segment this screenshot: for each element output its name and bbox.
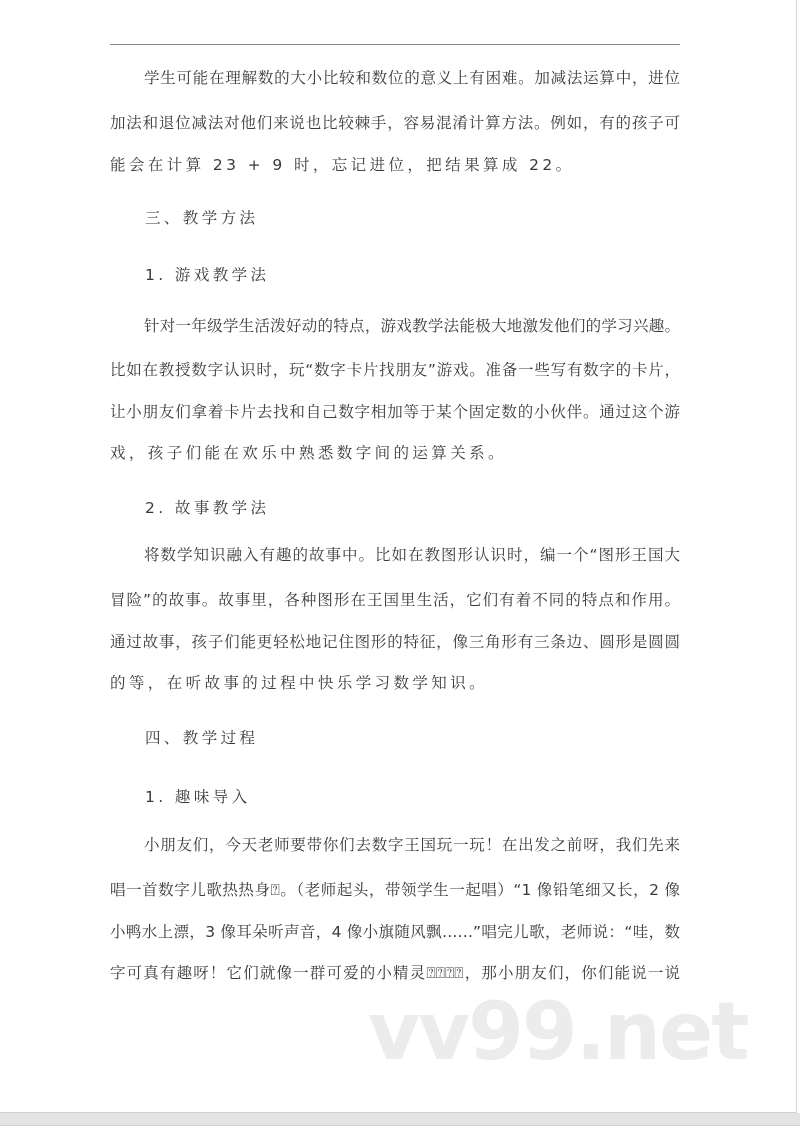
section-heading: 三、教学方法 xyxy=(145,209,259,227)
paragraph-line: 唱一首数字儿歌热热身⍰。（老师起头，带领学生一起唱）“1 像铅笔细又长，2 像 xyxy=(110,881,680,899)
paragraph-line: 将数学知识融入有趣的故事中。比如在教图形认识时，编一个“图形王国大 xyxy=(144,546,680,564)
page-gap xyxy=(0,1113,800,1126)
subsection-heading: 1. 游戏教学法 xyxy=(145,266,270,284)
paragraph-line: 小鸭水上漂，3 像耳朵听声音，4 像小旗随风飘……”唱完儿歌，老师说：“哇，数 xyxy=(110,923,680,941)
paragraph-line: 冒险”的故事。故事里，各种图形在王国里生活，它们有着不同的特点和作用。 xyxy=(110,591,680,609)
paragraph-line: 比如在教授数字认识时，玩“数字卡片找朋友”游戏。准备一些写有数字的卡片， xyxy=(110,361,680,379)
paragraph-line: 学生可能在理解数的大小比较和数位的意义上有困难。加减法运算中，进位 xyxy=(144,69,680,87)
subsection-heading: 2. 故事教学法 xyxy=(145,499,270,517)
paragraph-line: 小朋友们，今天老师要带你们去数字王国玩一玩！在出发之前呀，我们先来 xyxy=(144,836,680,854)
paragraph-line: 能会在计算 23 + 9 时，忘记进位，把结果算成 22。 xyxy=(110,156,575,174)
section-heading: 四、教学过程 xyxy=(145,729,259,747)
paragraph-line: 戏，孩子们能在欢乐中熟悉数字间的运算关系。 xyxy=(110,444,507,462)
paragraph-line: 让小朋友们拿着卡片去找和自己数字相加等于某个固定数的小伙伴。通过这个游 xyxy=(110,403,680,421)
paragraph-line: 针对一年级学生活泼好动的特点，游戏教学法能极大地激发他们的学习兴趣。 xyxy=(144,317,680,335)
subsection-heading: 1. 趣味导入 xyxy=(145,788,251,806)
paragraph-line: 通过故事，孩子们能更轻松地记住图形的特征，像三角形有三条边、圆形是圆圆 xyxy=(110,633,680,651)
paragraph-line: 字可真有趣呀！它们就像一群可爱的小精灵⍰⍰⍰⍰，那小朋友们，你们能说一说 xyxy=(110,964,680,982)
header-rule xyxy=(110,44,680,45)
watermark: vv99.net xyxy=(368,985,748,1078)
paragraph-line: 加法和退位减法对他们来说也比较棘手，容易混淆计算方法。例如，有的孩子可 xyxy=(110,114,680,132)
paragraph-line: 的等，在听故事的过程中快乐学习数学知识。 xyxy=(110,674,489,692)
